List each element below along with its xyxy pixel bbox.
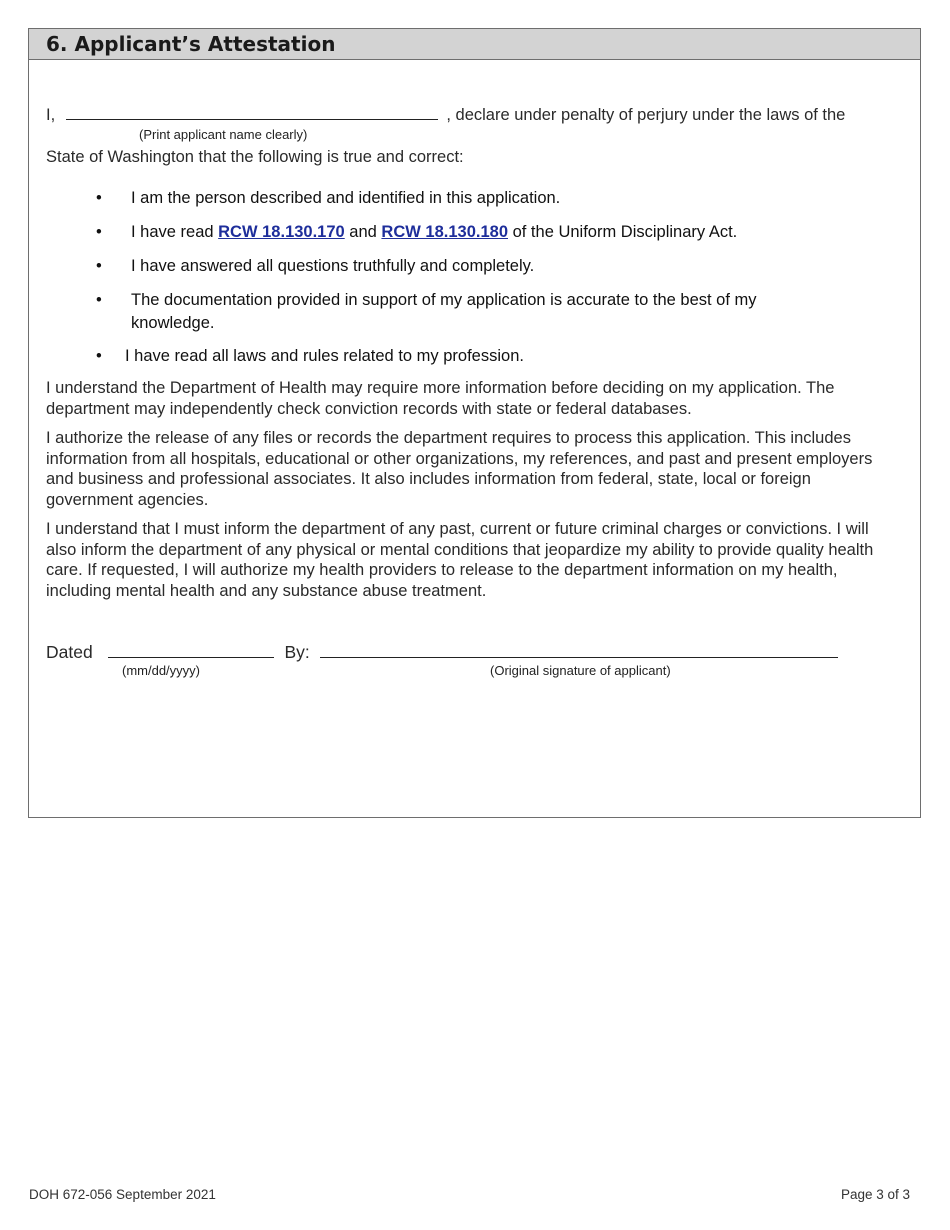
form-id: DOH 672-056 September 2021 (29, 1187, 216, 1202)
bullet-text-mid: and (344, 223, 382, 241)
page-number: Page 3 of 3 (840, 1187, 910, 1202)
list-item (46, 255, 886, 278)
bullet-icon: • (96, 291, 102, 309)
signature-line (46, 642, 838, 663)
dated-label: Dated (46, 642, 93, 662)
bullet-text-pre: I have read (131, 223, 219, 241)
attestation-list (46, 187, 886, 368)
bullet-text: The documentation provided in support of my application is accurate to the best of my knowledge. (131, 291, 757, 332)
date-field[interactable] (108, 643, 274, 658)
declaration-prefix: I, (46, 106, 56, 124)
list-item (46, 345, 886, 368)
paragraph-disclosure: I understand that I must inform the department of any past, current or future criminal charges or convictions. I will also inform the department of any physical or mental conditions that jeopardize my ability to provide quality health care. If requested, I will authorize my health providers to release to the department information on my health, including mental health and any substance abuse treatment. (46, 520, 874, 600)
name-field-caption: (Print applicant name clearly) (139, 127, 308, 142)
rcw-18-130-180-link[interactable]: RCW 18.130.180 (381, 223, 508, 241)
section-title: 6. Applicant’s Attestation (29, 29, 920, 60)
bullet-text: I have read all laws and rules related to my profession. (125, 347, 524, 365)
date-field-caption: (mm/dd/yyyy) (122, 663, 200, 678)
by-label: By: (284, 642, 310, 662)
bullet-icon: • (96, 257, 102, 275)
declaration-continuation: State of Washington that the following is true and correct: (46, 148, 464, 166)
attestation-section (28, 28, 921, 818)
bullet-text-post: of the Uniform Disciplinary Act. (508, 223, 738, 241)
bullet-text: I am the person described and identified in this application. (131, 189, 561, 207)
list-item (46, 221, 886, 244)
paragraph-information: I understand the Department of Health may require more information before deciding on my application. The department may independently check conviction records with state or federal databases. (46, 379, 835, 418)
list-item (46, 289, 781, 335)
paragraph-authorization: I authorize the release of any files or records the department requires to process this application. This includes information from all hospitals, educational or other organizations, my references, and past and present employers and business and professional associates. It also includes information from federal, state, local or foreign government agencies. (46, 429, 873, 509)
declaration-suffix: , declare under penalty of perjury under the laws of the (446, 106, 846, 124)
rcw-18-130-170-link[interactable]: RCW 18.130.170 (218, 223, 345, 241)
bullet-text: I have answered all questions truthfully and completely. (131, 257, 535, 275)
signature-field[interactable] (320, 643, 838, 658)
bullet-icon: • (96, 189, 102, 207)
signature-field-caption: (Original signature of applicant) (490, 663, 671, 678)
list-item (46, 187, 886, 210)
applicant-name-field[interactable] (66, 105, 438, 120)
bullet-icon: • (96, 223, 102, 241)
bullet-icon: • (96, 347, 102, 365)
declaration-line (46, 105, 845, 125)
